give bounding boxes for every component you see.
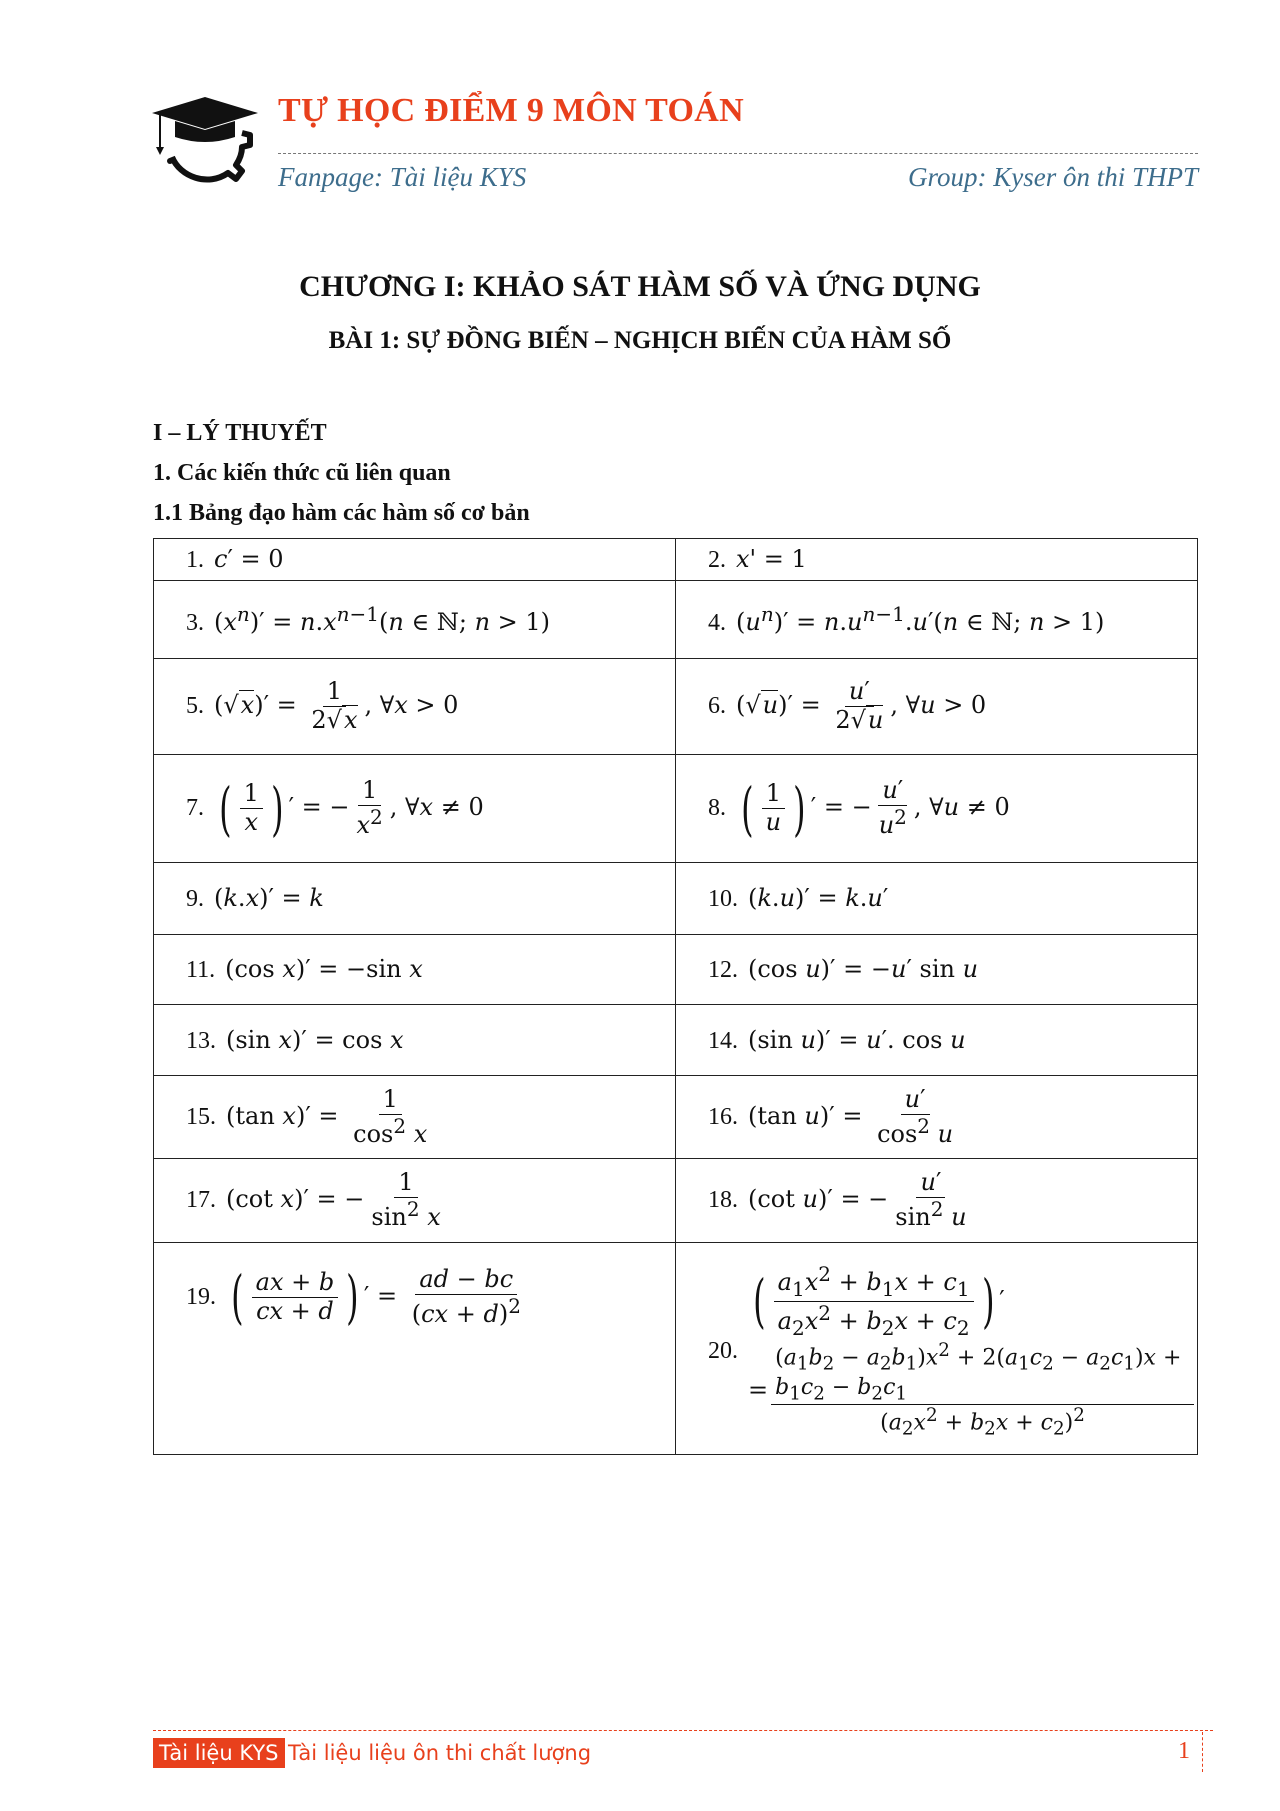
fanpage-link[interactable]: Fanpage: Tài liệu KYS: [278, 162, 527, 192]
section-heading-theory: I – LÝ THUYẾT: [153, 420, 327, 446]
footer-divider: [153, 1730, 1213, 1731]
formula-cell: 13. (sin x)′ = cos x: [154, 1005, 676, 1076]
formula-cell: 20. ( $a_1x^2 + b_1x + c_1$ $a_2x^2 + b_2x + c_2$ )′ = $(a_1b_2 - a_2b_1)x^2 + 2(a_1c_2 - a_2c_1)x + b_1c_2 - b_2c_1$ $(a_2x^2 + b_2x + c_2)^2$: [676, 1243, 1198, 1455]
derivative-table: [153, 538, 1198, 1455]
formula-cell: 11. (cos x)′ = −sin x: [154, 935, 676, 1005]
footer-text: Tài liệu liệu ôn thi chất lượng: [288, 1741, 592, 1765]
footer-vertical-divider: [1202, 1732, 1203, 1772]
formula-cell: 16. (tan u)′ = $\frac{u'}{\cos^2 u}$: [676, 1076, 1198, 1159]
group-link[interactable]: Group: Kyser ôn thi THPT: [907, 162, 1198, 192]
formula-cell: 12. (cos u)′ = −u′ sin u: [676, 935, 1198, 1005]
formula-cell: 1. c′ = 0: [154, 539, 676, 581]
formula-cell: 5. (√x)′ = $\frac{1}{2√x}$ , ∀x > 0: [154, 659, 676, 755]
formula-cell: 6. (√u)′ = $\frac{u'}{2√u}$ , ∀u > 0: [676, 659, 1198, 755]
brand-title: TỰ HỌC ĐIỂM 9 MÔN TOÁN: [278, 92, 744, 129]
formula-cell: 3. $(x^n)' = n.x^{n-1}(n$ ∈ ℕ; n > 1): [154, 581, 676, 659]
subsection-heading: 1. Các kiến thức cũ liên quan: [153, 460, 451, 486]
table-row: [154, 755, 1198, 863]
table-row: [154, 935, 1198, 1005]
page-number: 1: [1178, 1738, 1190, 1764]
footer-badge: Tài liệu KYS: [153, 1738, 285, 1768]
formula-cell: 4. $(u^n)' = n.u^{n-1}.u'(n$ ∈ ℕ; n > 1): [676, 581, 1198, 659]
subsection-heading-table: 1.1 Bảng đạo hàm các hàm số cơ bản: [153, 500, 530, 526]
table-row: [154, 1076, 1198, 1159]
formula-cell: 17. (cot x)′ = − $\frac{1}{\sin^2 x}$: [154, 1159, 676, 1243]
table-row: [154, 863, 1198, 935]
graduation-cap-gear-icon: [150, 95, 265, 195]
formula-cell: 8. ( 1 u )′ = − $\frac{u'}{u^2}$ , ∀u ≠ 0: [676, 755, 1198, 863]
formula-cell: 10. (k.u)′ = k.u′: [676, 863, 1198, 935]
table-row: [154, 1005, 1198, 1076]
lesson-title: BÀI 1: SỰ ĐỒNG BIẾN – NGHỊCH BIẾN CỦA HÀM SỐ: [328, 327, 952, 354]
formula-cell: 9. (k.x)′ = k: [154, 863, 676, 935]
table-row: [154, 539, 1198, 581]
table-row: [154, 659, 1198, 755]
formula-cell: 19. ( ax + b cx + d )′ = $\frac{ad - bc}{(cx + d)^2}$: [154, 1243, 676, 1455]
formula-cell: 7. ( 1 x )′ = − $\frac{1}{x^2}$ , ∀x ≠ 0: [154, 755, 676, 863]
table-row: [154, 581, 1198, 659]
table-row: [154, 1243, 1198, 1455]
formula-cell: 18. (cot u)′ = − $\frac{u'}{\sin^2 u}$: [676, 1159, 1198, 1243]
header-divider: [278, 153, 1198, 154]
formula-cell: 15. (tan x)′ = $\frac{1}{\cos^2 x}$: [154, 1076, 676, 1159]
formula-cell: 2. x' = 1: [676, 539, 1198, 581]
formula-cell: 14. (sin u)′ = u′. cos u: [676, 1005, 1198, 1076]
table-row: [154, 1159, 1198, 1243]
chapter-title: CHƯƠNG I: KHẢO SÁT HÀM SỐ VÀ ỨNG DỤNG: [299, 270, 981, 303]
